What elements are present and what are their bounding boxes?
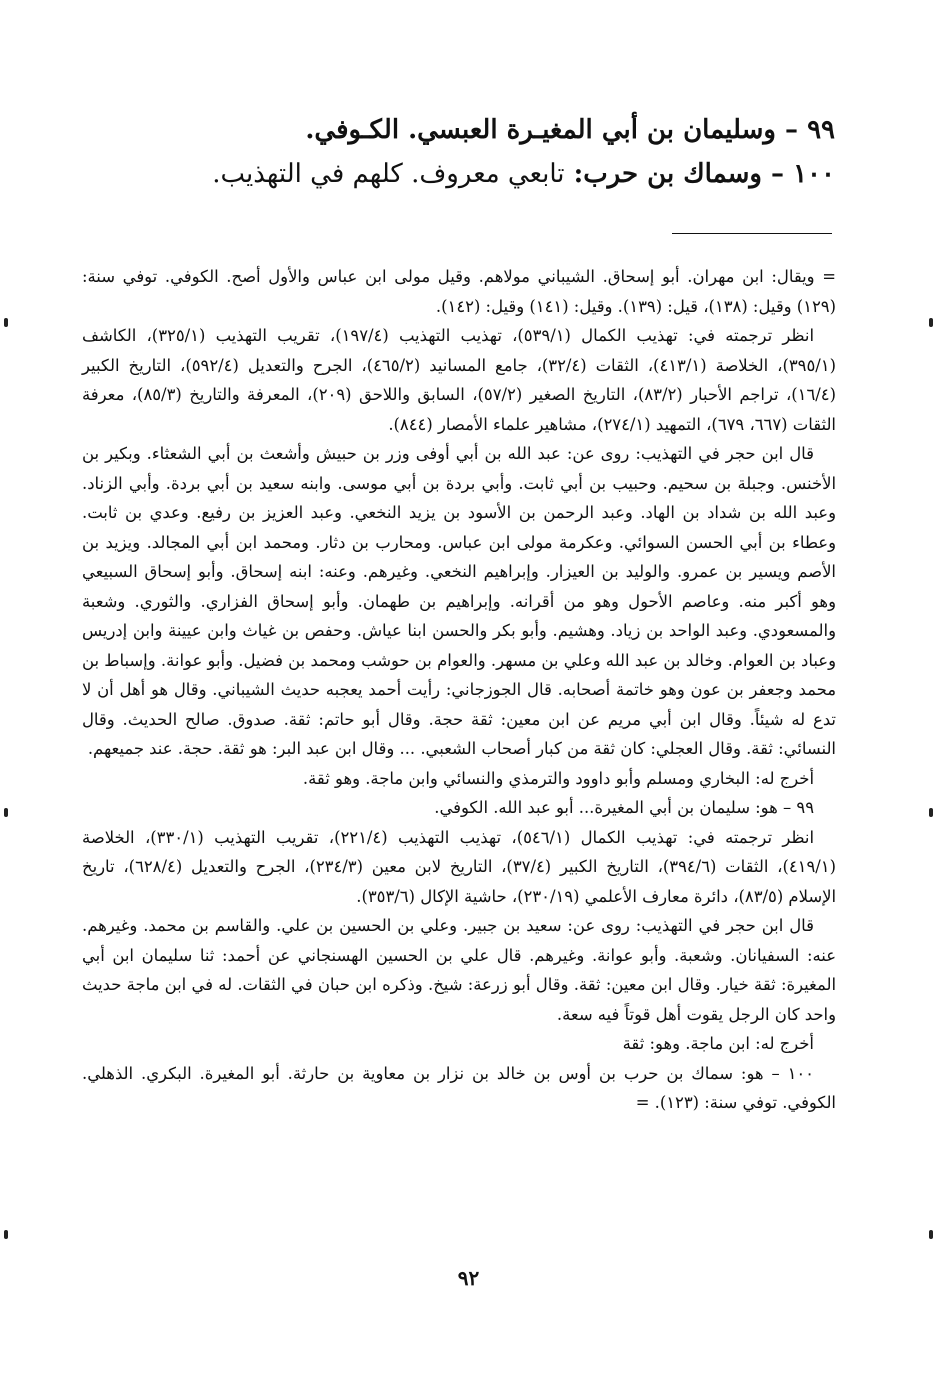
page-number: ٩٢ <box>457 1266 480 1290</box>
footnotes <box>82 262 836 1118</box>
margin-mark <box>4 808 8 817</box>
footnote-paragraph: ٩٩ – هو: سليمان بن أبي المغيرة... أبو عبد الله. الكوفي. <box>434 798 814 817</box>
entry-100-name: وسماك بن حرب: <box>573 159 762 189</box>
footnote-separator-rule <box>672 233 832 234</box>
margin-mark <box>929 1230 933 1239</box>
footnote-paragraph: = ويقال: ابن مهران. أبو إسحاق. الشيباني مولاهم. وقيل مولى ابن عباس والأول أصح. الكوفي. توفي سنة: (١٢٩) وقيل: (١٣٨)، قيل: (١٣٩). وقيل: (١٤١) وقيل: (١٤٢). <box>82 267 836 316</box>
entry-100-title <box>90 152 835 196</box>
entry-99-number: ٩٩ – <box>785 115 835 145</box>
entry-99-title <box>90 108 835 152</box>
margin-mark <box>929 808 933 817</box>
footnote-paragraph: قال ابن حجر في التهذيب: روى عن: عبد الله بن أبي أوفى وزر بن حبيش وأشعث بن أبي الشعثاء. وبكير بن الأخنس. وجبلة بن سحيم. وحبيب بن أبي ثابت. وأبي بردة بن أبي موسى. وابنه سعيد بن أبي بردة. وأبي الزناد. وعبد الله بن شداد بن الهاد. وعبد الرحمن بن الأسود بن يزيد النخعي. وعبد العزيز بن رفيع. وعدي بن ثابت. وعطاء بن أبي الحسن السوائي. وعكرمة مولى ابن عباس. ومحارب بن دثار. ومحمد ابن أبي المجالد. ويزيد بن الأصم ويسير بن عمرو. والوليد بن العيزار. وإبراهيم النخعي. وغيرهم. وعنه: ابنه إسحاق. وأبو إسحاق السبيعي وهو أكبر منه. وعاصم الأحول وهو من أقرانه. وإبراهيم بن طهمان. وأبو إسحاق الفزاري. والثوري. وشعبة والمسعودي. وعبد الواحد بن زياد. وهشيم. وأبو بكر والحسن ابنا عياش. وحفص بن غياث وابن عيينة وابن إدريس وعباد بن العوام. وخالد بن عبد الله وعلي بن مسهر. والعوام بن حوشب ومحمد بن فضيل. وأبو عوانة. وإسباط بن محمد وجعفر بن عون وهو خاتمة أصحابه. قال الجوزجاني: رأيت أحمد يعجبه حديث الشيباني. وقال هو أهل أن لا تدع له شيئاً. وقال ابن أبي مريم عن ابن معين: ثقة حجة. وقال أبو حاتم: ثقة. صدوق. صالح الحديث. وقال النسائي: ثقة. وقال العجلي: كان ثقة من كبار أصحاب الشعبي. ... وقال ابن عبد البر: هو ثقة. حجة. عند جميعهم. <box>82 444 836 758</box>
footnote-paragraph: قال ابن حجر في التهذيب: روى عن: سعيد بن جبير. وعلي بن الحسين بن علي. والقاسم بن محمد. وغيرهم. عنه: السفيانان. وشعبة. وأبو عوانة. وغيرهم. قال علي بن الحسين الهسنجاني عن أحمد: ثنا سليمان ابن أبي المغيرة: ثقة خيار. وقال ابن معين: ثقة. وقال أبو زرعة: شيخ. وذكره ابن حبان في الثقات. له في ابن ماجة حديث واحد كان الرجل يقوت أهل قوتاً فيه سعة. <box>82 916 836 1024</box>
entry-100-number: ١٠٠ – <box>771 159 835 189</box>
entry-100-text: تابعي معروف. كلهم في التهذيب. <box>212 159 565 189</box>
footnote-paragraph: انظر ترجمته في: تهذيب الكمال (٥٣٩/١)، تهذيب التهذيب (١٩٧/٤)، تقريب التهذيب (٣٢٥/١)، الكاشف (٣٩٥/١)، الخلاصة (٤١٣/١)، الثقات (٣٢/٤)، جامع المسانيد (٤٦٥/٢)، الجرح والتعديل (٥٩٢/٤)، التاريخ الكبير (١٦/٤)، تراجم الأحبار (٨٣/٢)، التاريخ الصغير (٥٧/٢)، السابق واللاحق (٢٠٩)، المعرفة والتاريخ (٨٥/٣)، معرفة الثقات (٦٦٧، ٦٧٩)، التمهيد (٢٧٤/١)، مشاهير علماء الأمصار (٨٤٤). <box>82 326 837 434</box>
main-text <box>90 108 835 196</box>
margin-mark <box>929 318 933 327</box>
margin-mark <box>4 1230 8 1239</box>
footnote-paragraph: أخرج له: ابن ماجة. وهو: ثقة <box>622 1034 814 1053</box>
footnote-paragraph: ١٠٠ – هو: سماك بن حرب بن أوس بن خالد بن نزار بن معاوية بن حارثة. أبو المغيرة. البكري. الذهلي. الكوفي. توفي سنة: (١٢٣). = <box>82 1063 836 1112</box>
entry-99-text: وسليمان بن أبي المغيـرة العبسي. الكـوفي. <box>305 115 776 145</box>
footnote-paragraph: انظر ترجمته في: تهذيب الكمال (٥٤٦/١)، تهذيب التهذيب (٢٢١/٤)، تقريب التهذيب (٣٣٠/١)، الخلاصة (٤١٩/١)، الثقات (٣٩٤/٦)، التاريخ الكبير (٣٧/٤)، التاريخ لابن معين (٢٣٤/٣)، الجرح والتعديل (٦٢٨/٤)، تاريخ الإسلام (٨٣/٥)، دائرة معارف الأعلمي (٢٣٠/١٩)، حاشية الإكال (٣٥٣/٦). <box>82 827 837 906</box>
margin-mark <box>4 318 8 327</box>
footnote-paragraph: أخرج له: البخاري ومسلم وأبو داوود والترمذي والنسائي وابن ماجة. وهو ثقة. <box>302 768 814 788</box>
